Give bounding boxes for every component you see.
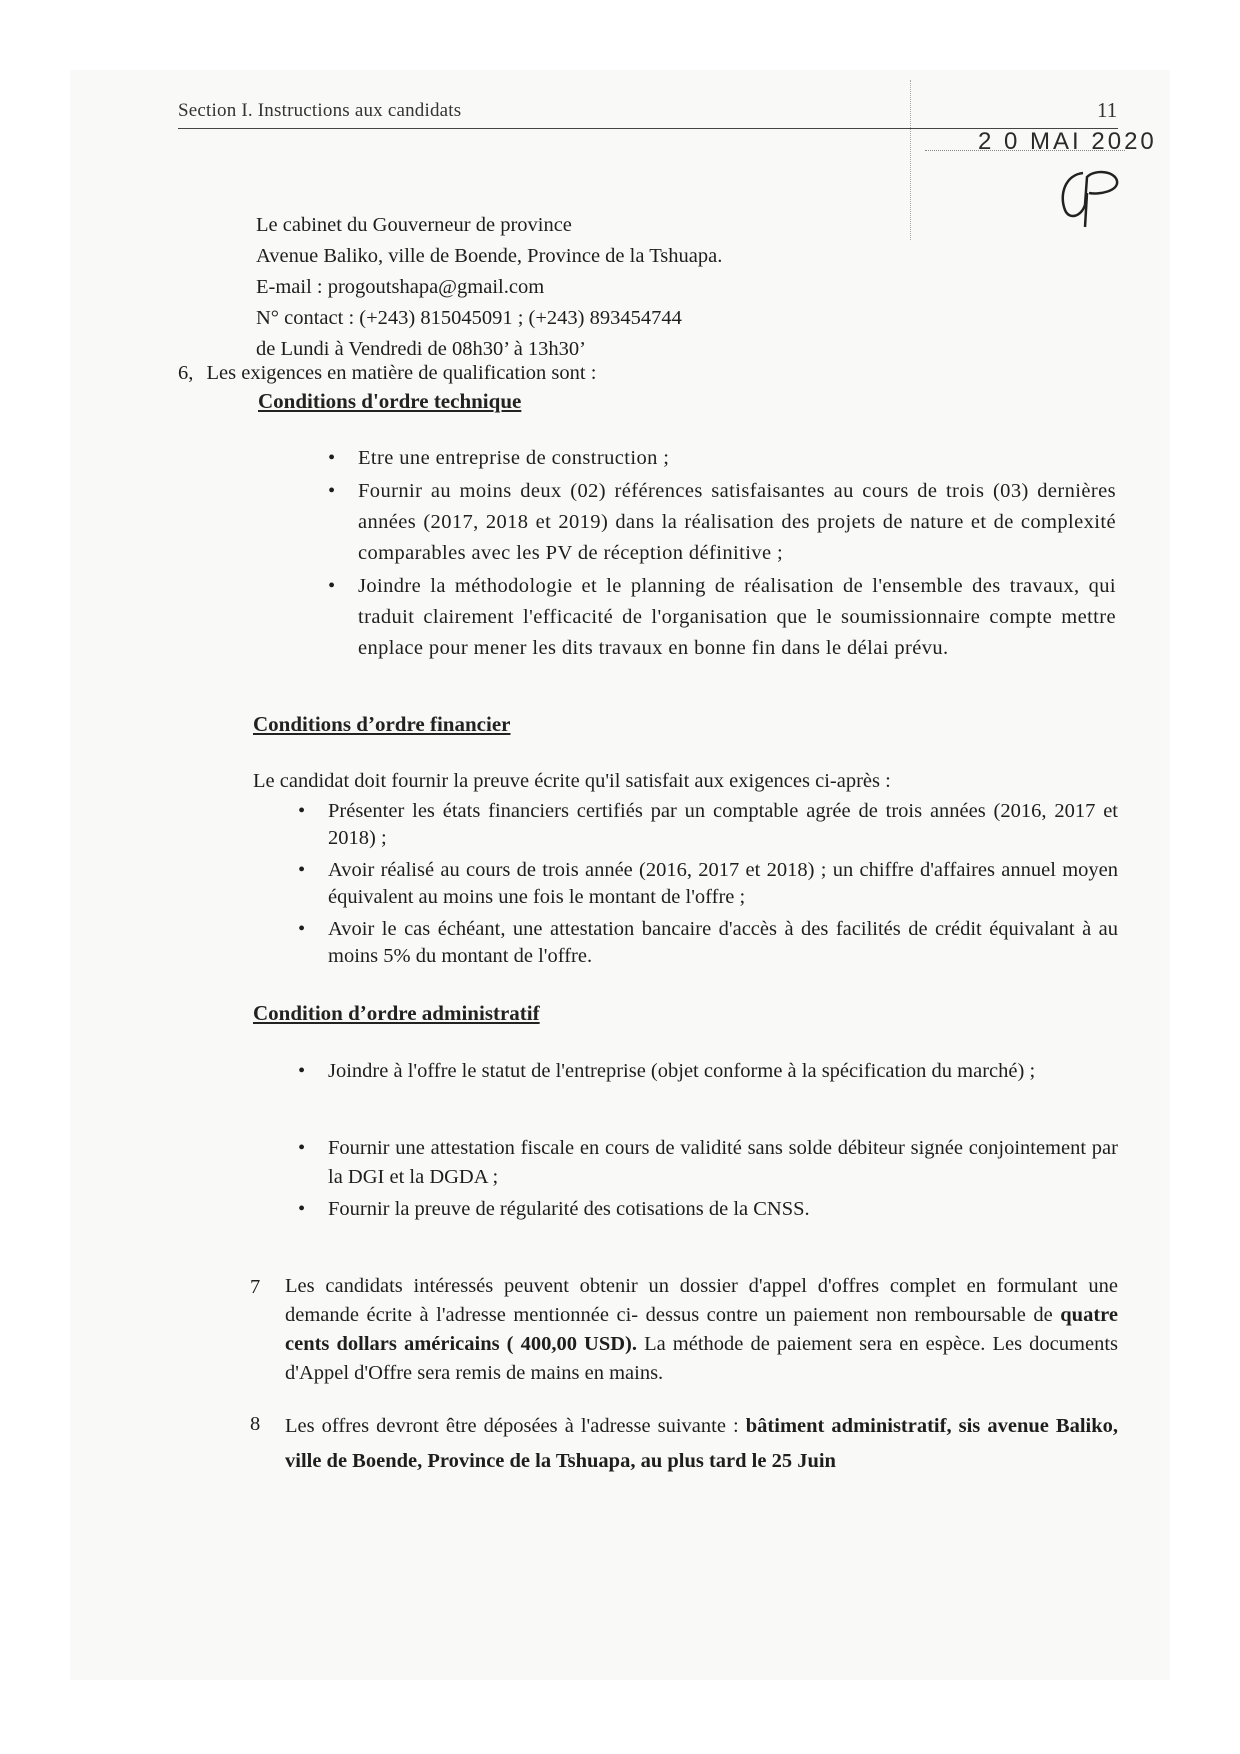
item-6 [178, 358, 596, 389]
list-item: • Joindre à l'offre le statut de l'entreprise (objet conforme à la spécification du marché) ; [328, 1057, 1118, 1086]
item-number: 6, [178, 362, 194, 384]
item-number-8: 8 [250, 1413, 261, 1435]
administratif-list [328, 1057, 1118, 1224]
address-line: Avenue Baliko, ville de Boende, Province de la Tshuapa. [256, 245, 723, 267]
address-block [256, 210, 722, 365]
paragraph-bold-amount: quatre cents dollars américains ( 400,00 USD). [285, 1304, 1118, 1355]
signature-initials [1055, 165, 1135, 235]
address-line: de Lundi à Vendredi de 08h30’ à 13h30’ [256, 338, 587, 360]
technique-list [358, 443, 1116, 666]
list-item: • Fournir la preuve de régularité des cotisations de la CNSS. [328, 1195, 1118, 1224]
paragraph-text: 25 Juin [766, 1450, 836, 1472]
stamp-border [910, 80, 911, 240]
list-item: • Fournir une attestation fiscale en cours de validité sans solde débiteur signée conjointement par la DGI et la DGDA ; [328, 1134, 1118, 1192]
list-item: • Présenter les états financiers certifiés par un comptable agrée de trois années (2016, 2017 et 2018) ; [328, 798, 1118, 852]
heading-financier: Conditions d’ordre financier [253, 712, 511, 736]
item-number-7: 7 [250, 1276, 261, 1298]
stamp-dotted-line [925, 150, 1125, 151]
paragraph-text: Les candidats intéressés peuvent obtenir un dossier d'appel d'offres complet en formulant une demande écrite à l'adresse mentionnée ci- dessus contre un paiement non remboursable de [285, 1275, 1118, 1326]
address-line: E-mail : progoutshapa@gmail.com [256, 276, 545, 298]
financier-list [328, 798, 1118, 970]
heading-technique: Conditions d'ordre technique [258, 389, 522, 413]
financier-intro: Le candidat doit fournir la preuve écrite qu'il satisfait aux exigences ci-après : [253, 770, 891, 792]
paragraph-7 [285, 1272, 1118, 1388]
paragraph-text: La méthode de paiement sera en espèce. Les documents d'Appel d'Offre sera remis de mains en mains. [285, 1333, 1118, 1384]
page-number: 11 [1097, 98, 1118, 122]
section-header: Section I. Instructions aux candidats [178, 100, 462, 121]
heading-administratif: Condition d’ordre administratif [253, 1001, 540, 1025]
paragraph-8 [285, 1409, 1118, 1479]
list-item: • Etre une entreprise de construction ; [358, 443, 1116, 474]
list-item: • Fournir au moins deux (02) références satisfaisantes au cours de trois (03) dernières années (2017, 2018 et 2019) dans la réalisation des projets de nature et de complexité comparables avec les PV de réception définitive ; [358, 476, 1116, 569]
address-line: N° contact : (+243) 815045091 ; (+243) 893454744 [256, 307, 682, 329]
header-rule [178, 128, 1118, 129]
address-line: Le cabinet du Gouverneur de province [256, 214, 572, 236]
paragraph-text: Les offres devront être déposées à l'adresse suivante : [285, 1415, 746, 1437]
list-item: • Avoir le cas échéant, une attestation bancaire d'accès à des facilités de crédit équivalant à au moins 5% du montant de l'offre. [328, 916, 1118, 970]
paragraph-bold-address: bâtiment administratif, sis avenue Baliko, ville de Boende, Province de la Tshuapa, au plus tard le [285, 1415, 1118, 1472]
received-stamp-date: 2 0 MAI 2020 [978, 128, 1157, 155]
list-item: • Joindre la méthodologie et le planning de réalisation de l'ensemble des travaux, qui traduit clairement l'efficacité de l'organisation que le soumissionnaire compte mettre enplace pour mener les dits travaux en bonne fin dans le délai prévu. [358, 571, 1116, 664]
item-text: Les exigences en matière de qualification sont : [206, 362, 597, 384]
list-item: • Avoir réalisé au cours de trois année (2016, 2017 et 2018) ; un chiffre d'affaires annuel moyen équivalent au moins une fois le montant de l'offre ; [328, 857, 1118, 911]
